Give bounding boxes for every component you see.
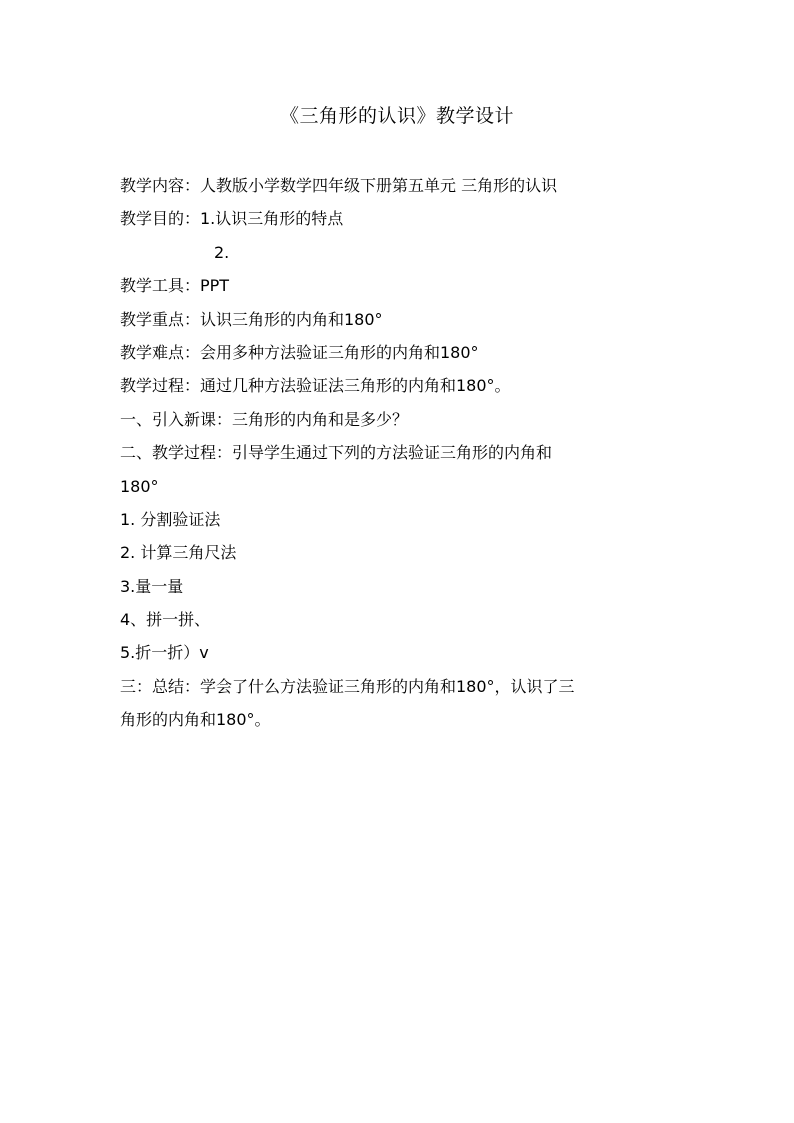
line-teaching-tools: 教学工具：PPT (120, 276, 230, 296)
list-item-method-5: 5.折一折）v (120, 643, 209, 663)
list-item-method-2: 2. 计算三角尺法 (120, 543, 237, 563)
line-key-point: 教学重点：认识三角形的内角和180° (120, 309, 383, 329)
line-difficult-point: 教学难点：会用多种方法验证三角形的内角和180° (120, 342, 479, 362)
line-teaching-goal-2: 2. (214, 242, 230, 262)
document-body (120, 169, 680, 737)
line-section-process: 二、教学过程：引导学生通过下列的方法验证三角形的内角和 (120, 443, 553, 463)
list-item-method-3: 3.量一量 (120, 576, 184, 596)
line-summary-cont: 角形的内角和180°。 (120, 710, 271, 730)
document-title: 《三角形的认识》教学设计 (279, 105, 514, 127)
list-item-method-4: 4、拼一拼、 (120, 610, 211, 630)
line-section-introduction: 一、引入新课：三角形的内角和是多少？ (120, 409, 409, 429)
list-item-method-1: 1. 分割验证法 (120, 509, 221, 529)
line-section-process-cont: 180° (120, 476, 159, 496)
line-teaching-content: 教学内容：人教版小学数学四年级下册第五单元 三角形的认识 (120, 176, 558, 195)
line-teaching-process: 教学过程：通过几种方法验证法三角形的内角和180°。 (120, 376, 511, 396)
line-teaching-goal-1: 教学目的：1.认识三角形的特点 (120, 209, 344, 229)
line-summary: 三：总结：学会了什么方法验证三角形的内角和180°，认识了三 (120, 676, 575, 696)
